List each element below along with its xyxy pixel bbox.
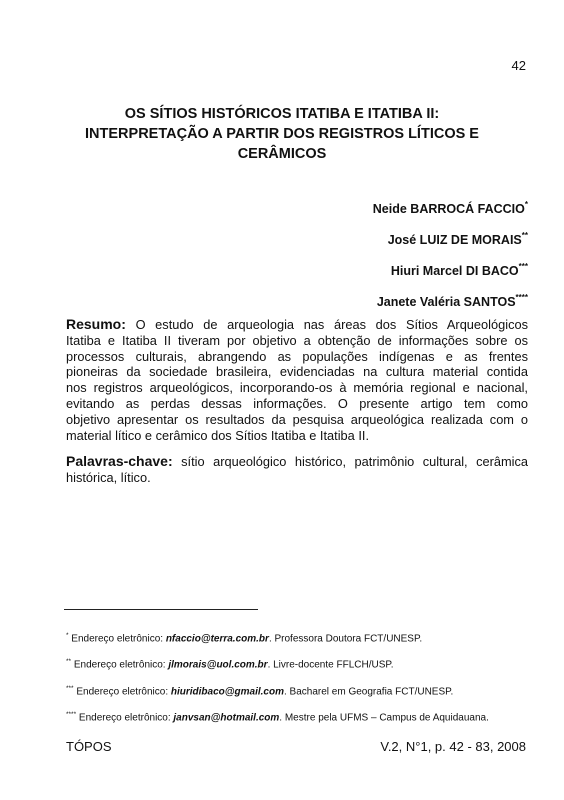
footnote-mark: **** [515, 293, 528, 303]
author-list [250, 192, 528, 317]
author-name: Janete Valéria SANTOS [376, 295, 516, 310]
abstract-line: processos culturais, abrangendo as populações indígenas e as frentes [66, 348, 528, 364]
citation: V.2, N°1, p. 42 - 83, 2008 [380, 739, 526, 754]
footnote-prefix: Endereço eletrônico: [73, 685, 171, 697]
footnote-mark: **** [66, 710, 77, 718]
footnote-suffix: . Professora Doutora FCT/UNESP. [268, 633, 423, 645]
abstract-line: material lítico e cerâmico dos Sítios Itatiba e Itatiba II. [66, 427, 369, 443]
keywords-line: histórica, lítico. [66, 470, 151, 485]
footnote [66, 630, 536, 645]
journal-name: TÓPOS [66, 739, 112, 754]
footnote-prefix: Endereço eletrônico: [68, 633, 166, 645]
footnote-suffix: . Mestre pela UFMS – Campus de Aquidauana. [279, 712, 489, 724]
article-title [60, 104, 504, 164]
footnote-mark: *** [518, 262, 528, 272]
footnote [66, 656, 536, 671]
title-line: INTERPRETAÇÃO A PARTIR DOS REGISTROS LÍTICOS E [85, 126, 479, 142]
footnote-mark: * [524, 200, 528, 209]
email-address: janvsan@hotmail.com [173, 712, 280, 724]
abstract [66, 317, 528, 443]
author-name: Neide BARROCÁ FACCIO [372, 202, 525, 217]
footnote-suffix: . Bacharel em Geografia FCT/UNESP. [283, 685, 454, 697]
author-name: José LUIZ DE MORAIS [387, 233, 522, 248]
footnote-mark: ** [521, 231, 528, 241]
abstract-line: objetivo apresentar os resultados da pesquisa arqueológica realizada com o [66, 411, 528, 427]
keywords-label: Palavras-chave: [66, 453, 173, 469]
abstract-line: Itatiba e Itatiba II tiveram por objetivo a obtenção de informações sobre os [66, 332, 528, 348]
title-line: OS SÍTIOS HISTÓRICOS ITATIBA E ITATIBA II: [124, 106, 440, 122]
author-name: Hiuri Marcel DI BACO [390, 264, 519, 279]
footnote-rule [64, 609, 258, 610]
author [250, 223, 528, 254]
author [250, 192, 528, 223]
abstract-line: nos registros arqueológicos, incorporando-os à memória regional e nacional, [66, 380, 528, 396]
abstract-line [66, 317, 528, 333]
footnote-prefix: Endereço eletrônico: [71, 659, 169, 671]
abstract-text: O estudo de arqueologia nas áreas dos Sítios Arqueológicos [125, 317, 528, 332]
abstract-line: evitando as perdas dessas informações. O presente artigo tem como [66, 395, 528, 411]
footnote-mark: ** [66, 658, 72, 666]
email-address: nfaccio@terra.com.br [165, 633, 269, 645]
footnote-suffix: . Livre-docente FFLCH/USP. [267, 659, 394, 671]
abstract-line: pioneiras da sociedade brasileira, evidenciadas na cultura material contida [66, 364, 528, 380]
keywords-line [66, 453, 528, 470]
footnote-mark: *** [66, 684, 74, 692]
title-line: CERÂMICOS [237, 146, 327, 162]
email-address: hiuridibaco@gmail.com [170, 685, 284, 697]
author [250, 254, 528, 285]
footnote-prefix: Endereço eletrônico: [76, 712, 174, 724]
footnote [66, 709, 536, 724]
author [250, 285, 528, 316]
abstract-label: Resumo: [66, 316, 126, 332]
keywords [66, 453, 528, 486]
keywords-text: sítio arqueológico histórico, patrimônio cultural, cerâmica [172, 454, 528, 469]
page-number: 42 [511, 58, 526, 73]
footnotes [66, 630, 536, 735]
footnote [66, 683, 536, 698]
email-address: jlmorais@uol.com.br [168, 659, 268, 671]
footnote-mark: * [66, 632, 69, 639]
